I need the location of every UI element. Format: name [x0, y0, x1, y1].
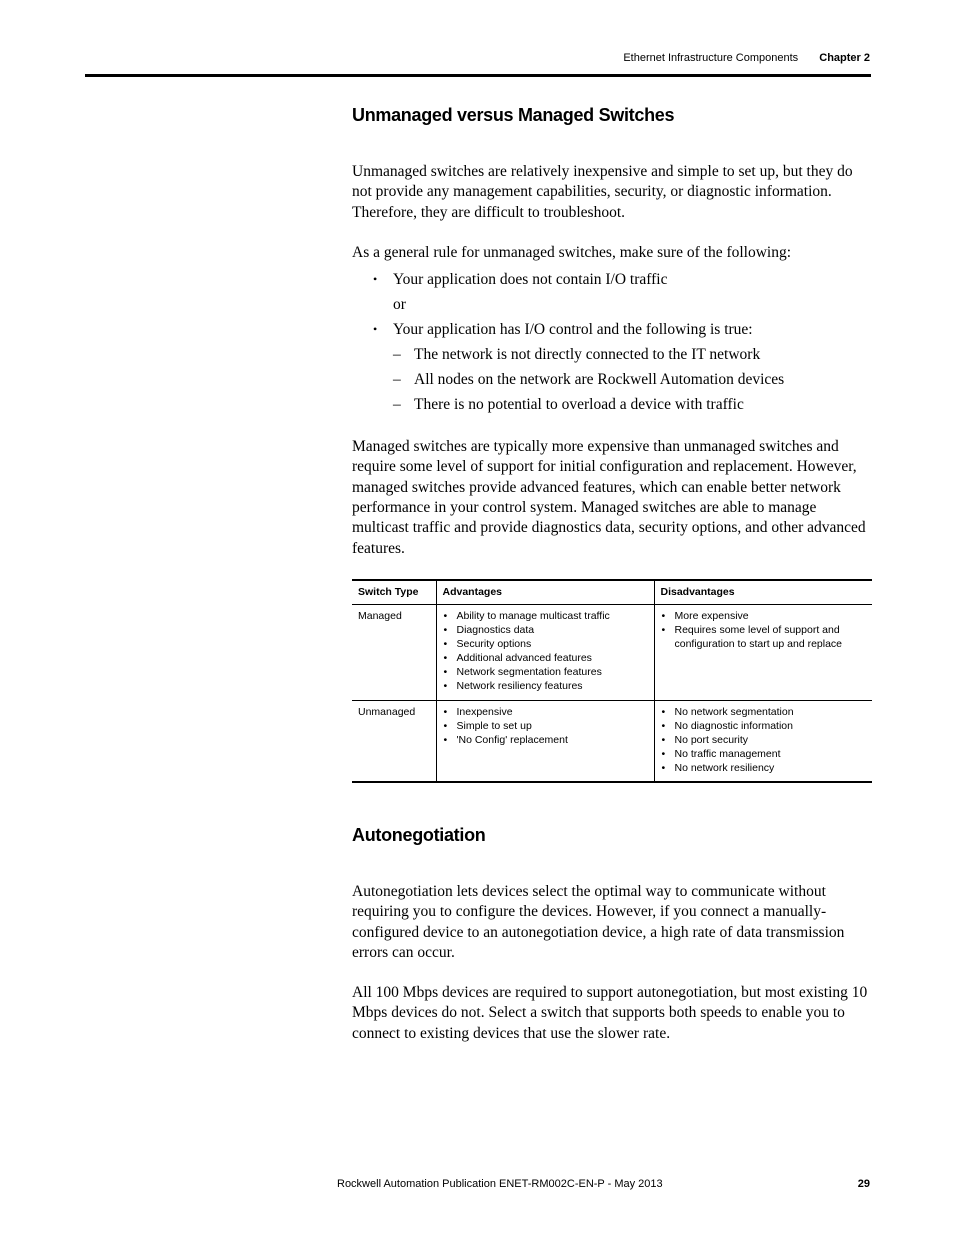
paragraph-autoneg-speeds: All 100 Mbps devices are required to support autonegotiation, but most existing 10 Mbps devices do not. Select a switch that supports both speeds to enable you to connect to existing devices that use the slower rate. [352, 984, 868, 1042]
section-heading-autonegotiation: Autonegotiation [352, 824, 486, 845]
advantages-cell [436, 700, 654, 782]
list-item: • Network resiliency features [443, 679, 648, 693]
list-item: • No network resiliency [661, 761, 867, 775]
section-heading-switches: Unmanaged versus Managed Switches [352, 105, 675, 125]
main-content [352, 105, 872, 1044]
switch-comparison-table [352, 579, 872, 783]
sublist-item: – The network is not directly connected to the IT network [352, 342, 872, 367]
switch-type-cell: Managed [352, 604, 436, 700]
list-item: • Diagnostics data [443, 623, 648, 637]
table-header-row [352, 580, 872, 605]
list-item: • Ability to manage multicast traffic [443, 609, 648, 623]
list-item: • Network segmentation features [443, 665, 648, 679]
list-item: • Inexpensive [443, 705, 648, 719]
sublist-item: – All nodes on the network are Rockwell Automation devices [352, 367, 872, 392]
page-number: 29 [857, 1178, 870, 1190]
paragraph-autoneg-intro: Autonegotiation lets devices select the optimal way to communicate without requiring you to configure the devices. However, if you connect a manually-configured device to an autonegotiation device, a high rate of data transmission errors can occur. [352, 882, 845, 961]
rule-list [352, 267, 872, 292]
column-header: Switch Type [352, 580, 436, 605]
list-item: • Your application does not contain I/O traffic [352, 267, 872, 292]
column-header: Disadvantages [654, 580, 872, 605]
publication-info: Rockwell Automation Publication ENET-RM002C-EN-P - May 2013 [337, 1178, 663, 1190]
or-connector: or [393, 296, 406, 314]
sublist-item: – There is no potential to overload a device with traffic [352, 392, 872, 417]
rule-list-2 [352, 317, 872, 342]
list-item: • No diagnostic information [661, 719, 867, 733]
header-chapter: Chapter 2 [819, 52, 870, 64]
running-header [623, 52, 870, 64]
list-item: • No port security [661, 733, 867, 747]
switch-type-cell: Unmanaged [352, 700, 436, 782]
list-item: • Requires some level of support and configuration to start up and replace [661, 623, 867, 651]
disadvantages-cell [654, 700, 872, 782]
header-rule [85, 74, 871, 77]
list-item: • More expensive [661, 609, 867, 623]
list-item [352, 317, 872, 342]
column-header: Advantages [436, 580, 654, 605]
header-section-title: Ethernet Infrastructure Components [623, 52, 799, 64]
condition-sublist [352, 342, 872, 417]
paragraph-managed: Managed switches are typically more expensive than unmanaged switches and require some level of support for initial configuration and replacement. However, managed switches provide advanced features, which can enable better network performance in your control system. Managed switches are able to manage multicast traffic and provide diagnostics data, security options, and other advanced features. [352, 438, 866, 557]
list-item: • Security options [443, 637, 648, 651]
advantages-cell [436, 604, 654, 700]
disadvantages-cell [654, 604, 872, 700]
list-item: • Simple to set up [443, 719, 648, 733]
paragraph-unmanaged-intro: Unmanaged switches are relatively inexpensive and simple to set up, but they do not provide any management capabilities, security, or diagnostic information. Therefore, they are difficult to troubleshoot. [352, 163, 853, 221]
list-item: • No network segmentation [661, 705, 867, 719]
list-item: • Additional advanced features [443, 651, 648, 665]
list-item: • No traffic management [661, 747, 867, 761]
table-row [352, 700, 872, 782]
list-item-text: Your application has I/O control and the following is true: [393, 321, 753, 339]
table-row [352, 604, 872, 700]
list-item: • 'No Config' replacement [443, 733, 648, 747]
paragraph-general-rule: As a general rule for unmanaged switches, make sure of the following: [352, 243, 792, 261]
